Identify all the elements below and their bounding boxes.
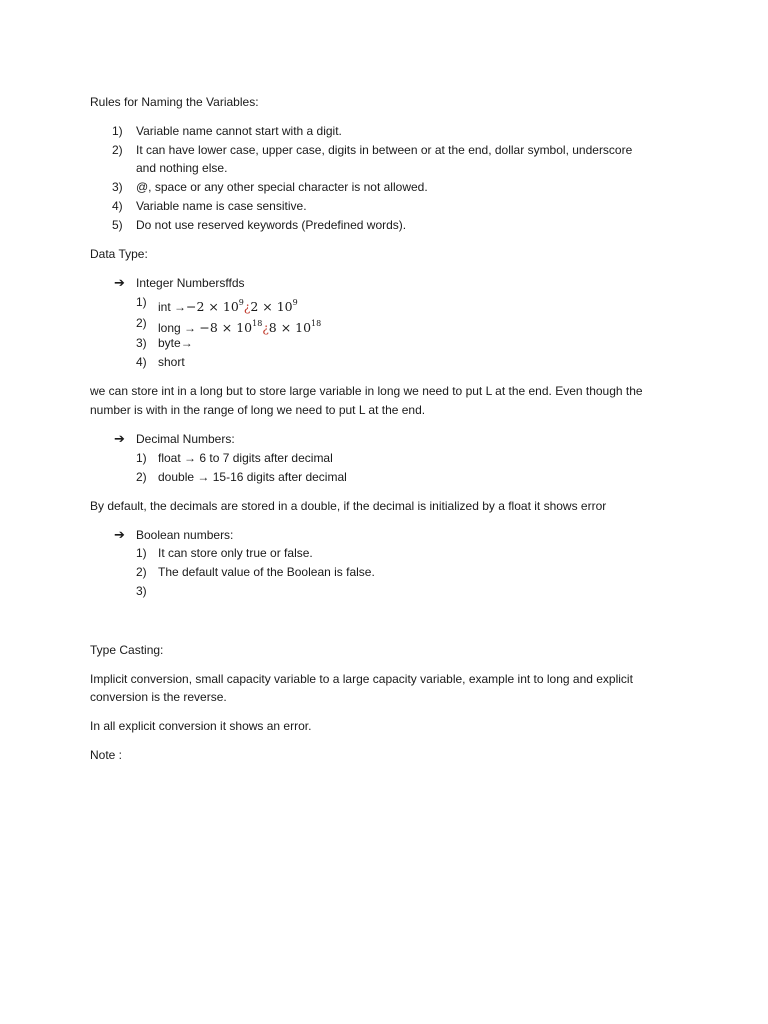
arrow-bullet-icon: ➔: [114, 275, 125, 290]
boolean-numbers-title: Boolean numbers:: [136, 528, 234, 542]
data-type-heading: Data Type:: [90, 247, 148, 261]
long-note-line-1: we can store int in a long but to store large variable in long we need to put L at the end. Even though the: [90, 384, 643, 398]
decimal-note: By default, the decimals are stored in a double, if the decimal is initialized by a float it shows error: [90, 499, 607, 513]
list-item-continuation: and nothing else.: [136, 161, 228, 175]
right-arrow-icon: →: [174, 300, 187, 314]
type-casting-para-line-2: conversion is the reverse.: [90, 690, 227, 704]
right-arrow-icon: →: [197, 470, 210, 484]
note-heading: Note :: [90, 748, 123, 762]
integer-numbers-title: Integer Numbersffds: [136, 276, 245, 290]
rules-heading: Rules for Naming the Variables:: [90, 95, 259, 109]
arrow-bullet-icon: ➔: [114, 527, 125, 542]
type-casting-para-2: In all explicit conversion it shows an error.: [90, 719, 312, 733]
arrow-bullet-icon: ➔: [114, 431, 125, 446]
long-note-line-2: number is with in the range of long we need to put L at the end.: [90, 403, 426, 417]
right-arrow-icon: →: [184, 321, 197, 335]
right-arrow-icon: →: [180, 336, 193, 350]
type-casting-para-line-1: Implicit conversion, small capacity variable to a large capacity variable, example int to long and explicit: [90, 672, 633, 686]
type-casting-heading: Type Casting:: [90, 643, 164, 657]
document-page: Rules for Naming the Variables: 1) Variable name cannot start with a digit. 2) It can have lower case, upper case, digits in between or at the end, dollar symbol, underscore and nothing else. 3) @, space or any other special character is not allowed. 4) Variable name is case sensitive. 5) Do not use reserved keywords (Predefined words). Data Type: ➔ Integer Numbersffds 1) int $\to-2 \times 10^9¿2 \times 10^9$ 2) long → $-8 \times 10^{18}¿8 \times 10^{18}$ 3) byte→ 4) short we can store int in a long but to store large variable in long we need to put L at the end. Even though the number is with in the range of long we need to put L at the end. ➔ Decimal Numbers: 1) float → 6 to 7 digits after decimal 2) double → 15-16 digits after decimal By default, the decimals are stored in a double, if the decimal is initialized by a float it shows error ➔ Boolean numbers: 1) It can store only true or false. 2) The default value of the Boolean is false. 3) Type Casting: Implicit conversion, small capacity variable to a large capacity variable, example int to long and explicit conversion is the reverse. In all explicit conversion it shows an error. Note :: [90, 95, 643, 762]
decimal-numbers-title: Decimal Numbers:: [136, 432, 235, 446]
right-arrow-icon: →: [184, 451, 197, 465]
